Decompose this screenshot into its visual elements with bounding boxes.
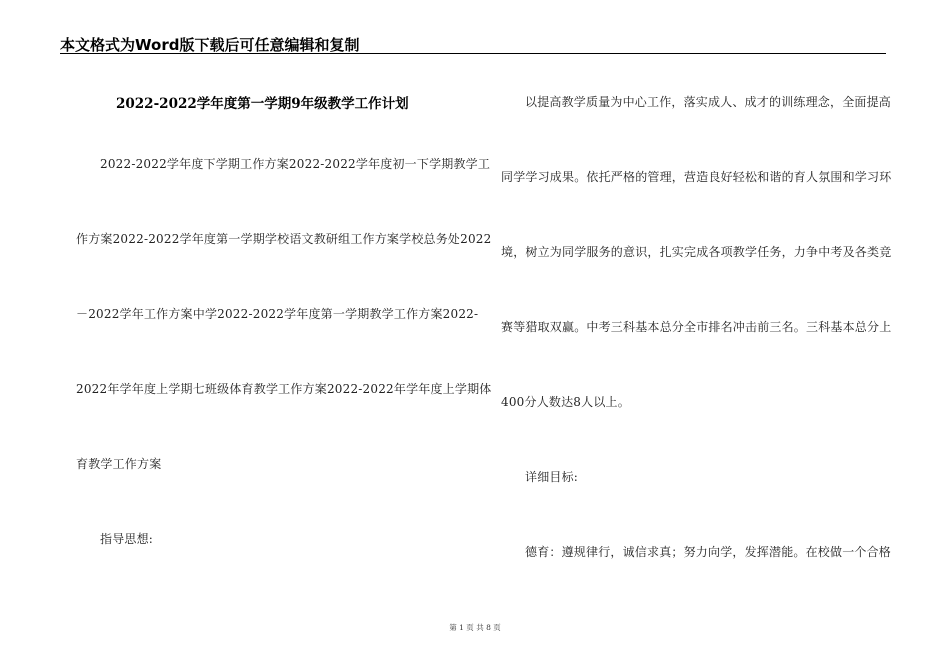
left-column-line: 2022年学年度上学期七班级体育教学工作方案2022-2022年学年度上学期体 — [76, 382, 492, 396]
right-column-line: 赛等猎取双赢。中考三科基本总分全市排名冲击前三名。三科基本总分上 — [501, 320, 892, 334]
left-column-line: 育教学工作方案 — [76, 457, 162, 471]
header-divider — [60, 53, 886, 54]
left-column-line: 2022-2022学年度下学期工作方案2022-2022学年度初一下学期教学工 — [100, 157, 491, 171]
left-column-line: 作方案2022-2022学年度第一学期学校语文教研组工作方案学校总务处2022 — [76, 232, 492, 246]
section-heading: 详细目标: — [525, 470, 579, 484]
right-column-line: 以提高教学质量为中心工作，落实成人、成才的训练理念，全面提高 — [525, 95, 892, 109]
right-column-line: 德育：遵规律行，诚信求真；努力向学，发挥潜能。在校做一个合格 — [525, 545, 892, 559]
section-heading: 指导思想: — [100, 532, 154, 546]
right-column-line: 境，树立为同学服务的意识，扎实完成各项教学任务，力争中考及各类竞 — [501, 245, 892, 259]
right-column-line: 400分人数达8人以上。 — [501, 395, 630, 409]
document-header-title: 本文格式为Word版下载后可任意编辑和复制 — [60, 36, 360, 54]
right-column-line: 同学学习成果。依托严格的管理，营造良好轻松和谐的育人氛围和学习环 — [501, 170, 892, 184]
document-title: 2022-2022学年度第一学期9年级教学工作计划 — [116, 96, 409, 112]
page-number: 第 1 页 共 8 页 — [449, 623, 501, 632]
left-column-line: －2022学年工作方案中学2022-2022学年度第一学期教学工作方案2022- — [76, 307, 479, 321]
